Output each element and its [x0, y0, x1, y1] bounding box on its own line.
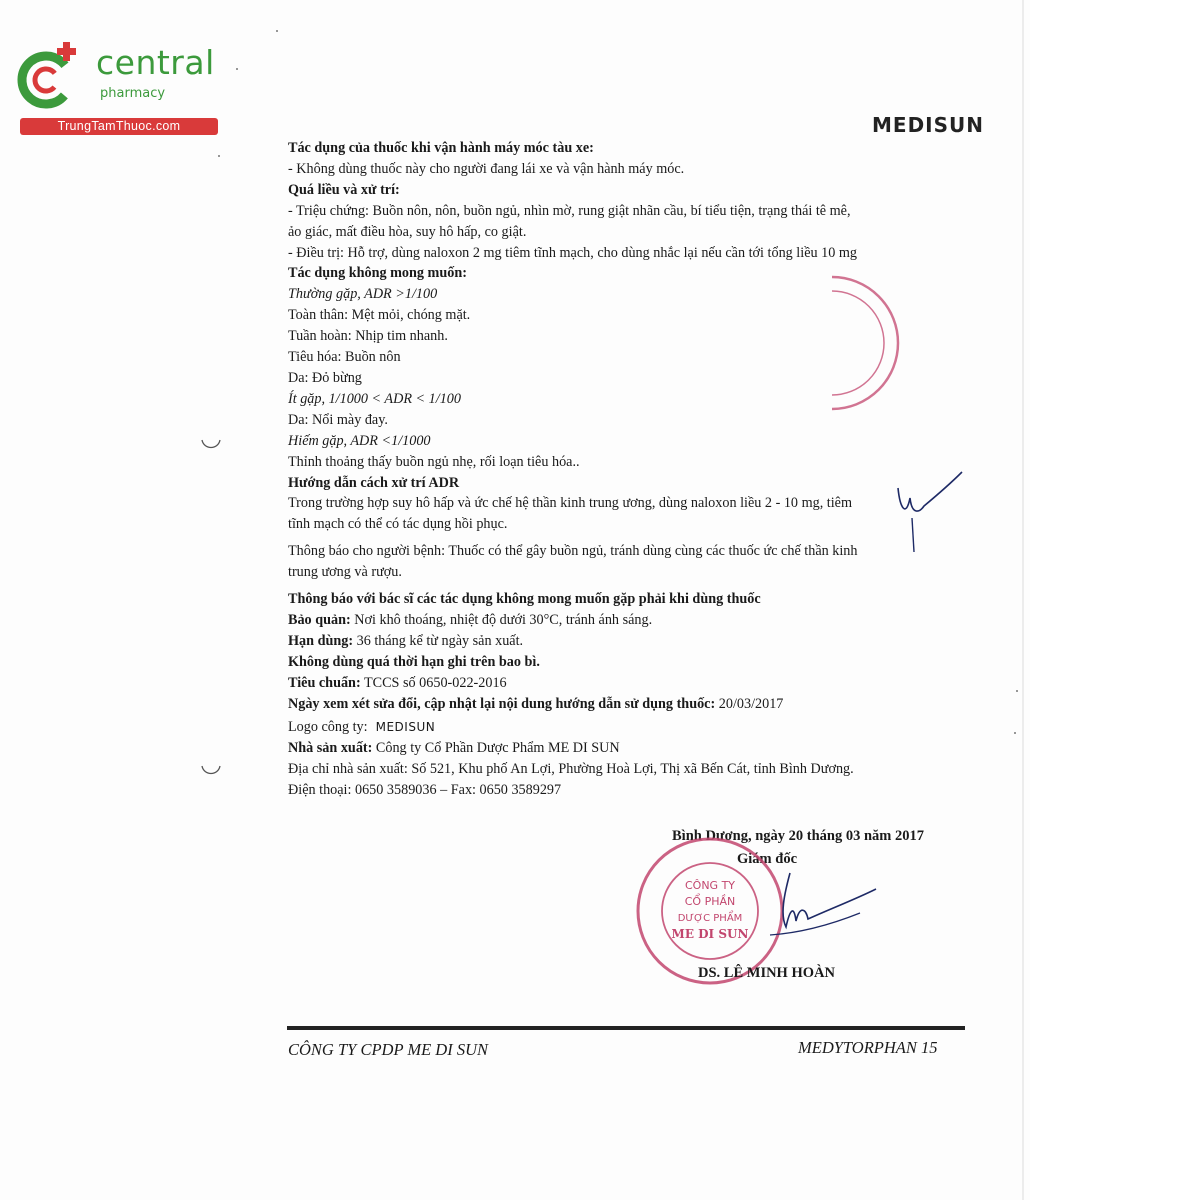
section-heading: Tác dụng không mong muốn: — [288, 265, 467, 282]
address-line — [288, 759, 968, 780]
text-line: Thông báo cho người bệnh: Thuốc có thể gây buồn ngủ, tránh dùng cùng các thuốc ức chế thần kinh — [288, 543, 858, 560]
text-line: Toàn thân: Mệt mỏi, chóng mặt. — [288, 307, 471, 324]
storage-label: Bảo quản: — [288, 611, 351, 628]
expiry-label: Hạn dùng: — [288, 632, 354, 649]
standard-label: Tiêu chuẩn: — [288, 674, 361, 691]
scan-speck — [236, 68, 238, 70]
signature-date: Bình Dương, ngày 20 tháng 03 năm 2017 — [672, 828, 925, 844]
scan-speck — [1014, 732, 1016, 734]
leaflet-body — [288, 138, 968, 801]
text-line: tĩnh mạch có thể có tác dụng hồi phục. — [288, 516, 508, 533]
text-line: - Không dùng thuốc này cho người đang lái xe và vận hành máy móc. — [288, 160, 685, 177]
expiry-line — [288, 631, 968, 652]
section-heading: Thông báo với bác sĩ các tác dụng không mong muốn gặp phải khi dùng thuốc — [288, 591, 761, 608]
manufacturer-label: Nhà sản xuất: — [288, 740, 373, 757]
footer-product: MEDYTORPHAN 15 — [798, 1038, 938, 1057]
brand-name: central — [96, 43, 215, 82]
review-line — [288, 694, 968, 715]
section-heading: Quá liều và xử trí: — [288, 181, 400, 198]
phone-value: 0650 3589036 – Fax: 0650 3589297 — [354, 782, 562, 799]
company-logo-label: Logo công ty: — [288, 719, 368, 736]
section-heading: Tác dụng của thuốc khi vận hành máy móc tàu xe: — [288, 140, 594, 156]
manufacturer-line — [288, 738, 968, 759]
scan-speck — [218, 155, 220, 157]
text-line: Thỉnh thoảng thấy buồn ngủ nhẹ, rối loạn tiêu hóa.. — [288, 453, 580, 470]
text-line: Trong trường hợp suy hô hấp và ức chế hệ thần kinh trung ương, dùng naloxon liều 2 - 10 mg, tiêm — [288, 495, 853, 512]
handwritten-mark — [890, 468, 970, 558]
company-logo-line — [288, 717, 968, 738]
central-pharmacy-logo[interactable] — [10, 38, 220, 138]
frequency-label: Hiếm gặp, ADR <1/1000 — [288, 432, 431, 449]
director-name: DS. LÊ MINH HOÀN — [698, 965, 835, 981]
standard-value: TCCS số 0650-022-2016 — [363, 674, 507, 691]
stamp-line-4: ME DI SUN — [671, 927, 749, 941]
section-heading: Hướng dẫn cách xử trí ADR — [288, 474, 460, 491]
stamp-line-2: CỔ PHẦN — [684, 895, 736, 908]
text-line: Da: Nổi mày đay. — [288, 411, 388, 428]
hole-punch — [200, 438, 222, 452]
text-line: Tiêu hóa: Buồn nôn — [288, 349, 401, 366]
stamp-line-3: DƯỢC PHẨM — [677, 913, 743, 924]
address-label: Địa chỉ nhà sản xuất: — [288, 761, 408, 778]
text-line: - Điều trị: Hỗ trợ, dùng naloxon 2 mg tiêm tĩnh mạch, cho dùng nhắc lại nếu cần tới tổng liều 10 mg — [288, 244, 857, 261]
text-line: ảo giác, mất điều hòa, suy hô hấp, co giật. — [288, 223, 527, 240]
review-label: Ngày xem xét sửa đổi, cập nhật lại nội dung hướng dẫn sử dụng thuốc: — [288, 695, 716, 712]
frequency-label: Ít gặp, 1/1000 < ADR < 1/100 — [288, 390, 461, 407]
stamp-line-1: CÔNG TY — [684, 879, 736, 892]
frequency-label: Thường gặp, ADR >1/100 — [288, 286, 438, 303]
footer-divider — [287, 1026, 965, 1030]
storage-value: Nơi khô thoáng, nhiệt độ dưới 30°C, tránh ánh sáng. — [354, 611, 653, 628]
storage-line — [288, 610, 968, 631]
expiry-value: 36 tháng kể từ ngày sản xuất. — [356, 632, 524, 649]
company-logo-mark: MEDISUN — [375, 720, 436, 735]
standard-line — [288, 673, 968, 694]
scan-speck — [276, 30, 278, 32]
hole-punch — [200, 764, 222, 778]
director-signature — [760, 865, 880, 945]
review-value: 20/03/2017 — [718, 695, 784, 712]
partial-company-stamp — [832, 268, 902, 418]
phone-label: Điện thoại: — [288, 782, 352, 799]
text-line: trung ương và rượu. — [288, 564, 402, 581]
phone-line — [288, 780, 968, 801]
manufacturer-value: Công ty Cổ Phần Dược Phẩm ME DI SUN — [375, 740, 620, 757]
pharmacy-cross-icon — [10, 38, 90, 118]
expiry-warning: Không dùng quá thời hạn ghi trên bao bì. — [288, 653, 540, 670]
page-edge — [1022, 0, 1024, 1200]
text-line: Tuần hoàn: Nhịp tim nhanh. — [288, 328, 448, 345]
footer-company: CÔNG TY CPDP ME DI SUN — [288, 1040, 489, 1059]
brand-sub: pharmacy — [100, 86, 166, 101]
text-line: - Triệu chứng: Buồn nôn, nôn, buồn ngủ, nhìn mờ, rung giật nhãn cầu, bí tiểu tiện, trạng thái tê mê, — [288, 202, 851, 219]
site-url[interactable]: TrungTamThuoc.com — [20, 118, 218, 135]
address-value: Số 521, Khu phố An Lợi, Phường Hoà Lợi, Thị xã Bến Cát, tỉnh Bình Dương. — [411, 761, 854, 778]
signature-role: Giám đốc — [737, 851, 798, 867]
medisun-header-logo: MEDISUN — [872, 113, 984, 137]
text-line: Da: Đỏ bừng — [288, 369, 362, 386]
scan-speck — [1016, 690, 1018, 692]
